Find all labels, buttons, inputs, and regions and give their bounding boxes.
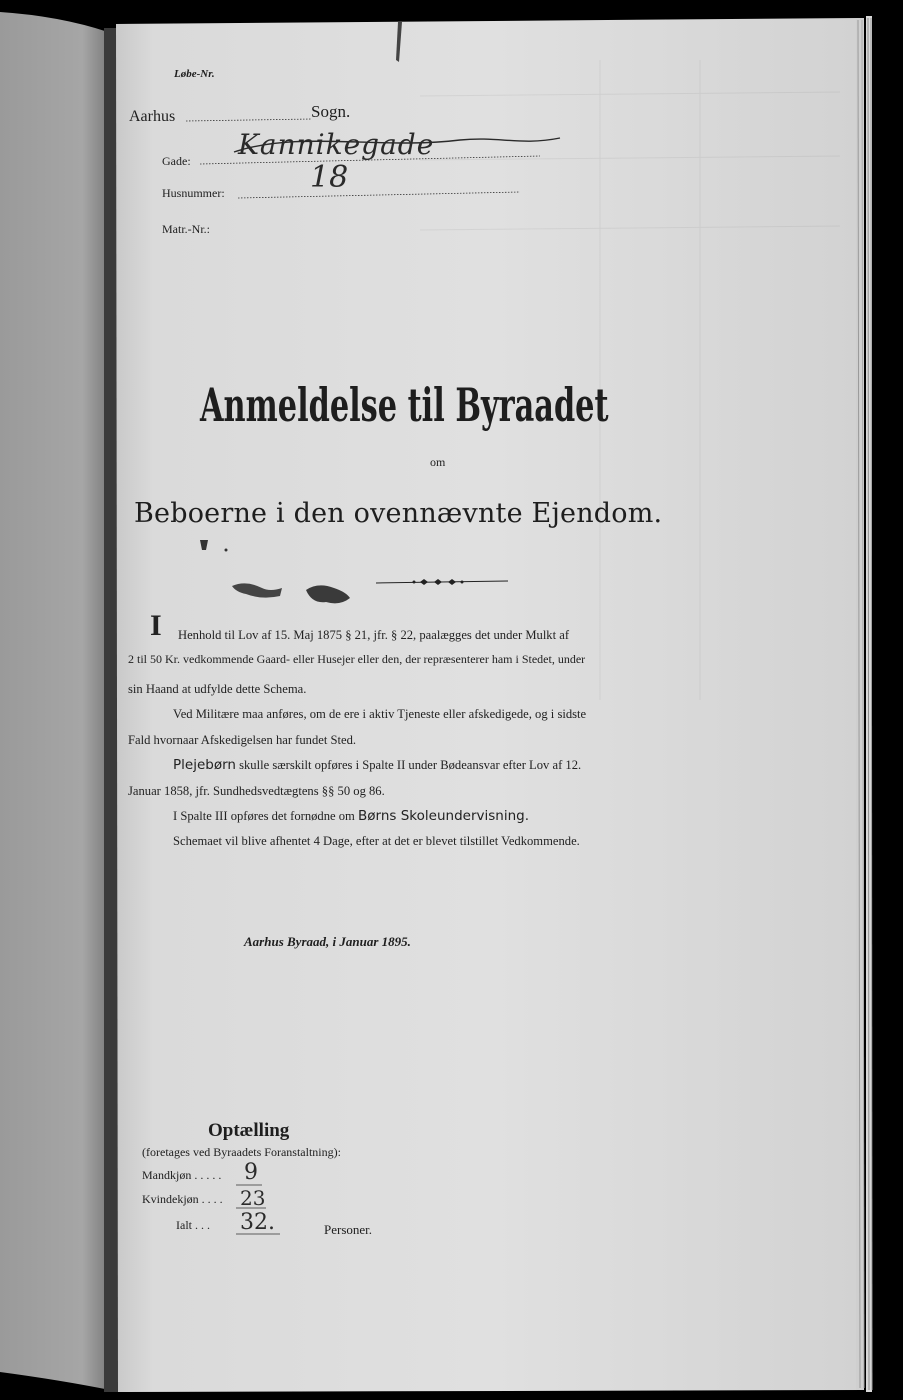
kvindekjon-dots: . . . . xyxy=(198,1192,223,1206)
ialt-row xyxy=(176,1218,210,1233)
page-title xyxy=(200,378,686,434)
mandkjon-dots: . . . . . xyxy=(191,1168,222,1182)
count-note: (foretages ved Byraadets Foranstaltning): xyxy=(142,1145,341,1159)
paragraph-3-text-1: skulle særskilt opføres i Spalte II under Bødeansvar efter Lov af 12. xyxy=(239,758,582,772)
paragraph-3-line-1 xyxy=(173,758,788,773)
body-text xyxy=(128,609,788,849)
subtitle: Beboerne i den ovennævnte Ejendom. xyxy=(134,498,663,529)
husnummer-value: 18 xyxy=(310,160,349,195)
paragraph-2-line-2: Fald hvornaar Afskedigelsen har fundet Sted. xyxy=(128,733,357,747)
mandkjon-row xyxy=(142,1168,221,1183)
gade-label: Gade: xyxy=(162,154,191,168)
paragraph-3-line-2: Januar 1858, jfr. Sundhedsvedtægtens §§ 50 og 86. xyxy=(128,784,385,798)
count-title: Optælling xyxy=(208,1120,290,1141)
personer-label: Personer. xyxy=(324,1222,373,1237)
facing-page xyxy=(0,12,110,1390)
paragraph-4-text: I Spalte III opføres det fornødne om xyxy=(173,809,355,823)
skoleundervisning-phrase: Børns Skoleundervisning. xyxy=(358,808,529,824)
paragraph-1-text-1: Henhold til Lov af 15. Maj 1875 § 21, jfr. § 22, paalægges det under Mulkt af xyxy=(178,628,570,642)
page-title-text: Anmeldelse til Byraadet xyxy=(200,378,609,432)
plejeborn-word: Plejebørn xyxy=(173,757,236,773)
signature-line: Aarhus Byraad, i Januar 1895. xyxy=(244,934,411,949)
matr-label: Matr.-Nr.: xyxy=(162,222,210,236)
title-connector: om xyxy=(430,455,446,469)
paragraph-4 xyxy=(173,809,788,824)
mandkjon-label: Mandkjøn xyxy=(142,1168,192,1182)
paragraph-1-initial: I xyxy=(150,609,162,642)
kvindekjon-value: 23 xyxy=(240,1186,266,1210)
gade-value: Kannikegade xyxy=(238,128,435,161)
kvindekjon-label: Kvindekjøn xyxy=(142,1192,199,1206)
lobe-nr-label: Løbe-Nr. xyxy=(174,68,215,80)
city-label: Aarhus xyxy=(129,108,176,125)
sogn-label: Sogn. xyxy=(311,102,351,121)
paragraph-1-line-3: sin Haand at udfylde dette Schema. xyxy=(128,682,307,696)
mandkjon-value: 9 xyxy=(244,1160,258,1185)
ialt-value: 32. xyxy=(240,1210,275,1235)
kvindekjon-row xyxy=(142,1192,223,1207)
paragraph-1-line-2: 2 til 50 Kr. vedkommende Gaard- eller Husejer eller den, der repræsenterer ham i Stedet, under xyxy=(128,652,586,666)
husnummer-label: Husnummer: xyxy=(162,186,225,200)
paragraph-5: Schemaet vil blive afhentet 4 Dage, efter at det er blevet tilstillet Vedkommende. xyxy=(173,834,580,848)
paragraph-1-line-1 xyxy=(150,609,788,643)
ialt-dots: . . . xyxy=(192,1218,210,1232)
ialt-label: Ialt xyxy=(176,1218,192,1232)
paragraph-2-line-1: Ved Militære maa anføres, om de ere i aktiv Tjeneste eller afskedigede, og i sidste xyxy=(173,707,587,721)
